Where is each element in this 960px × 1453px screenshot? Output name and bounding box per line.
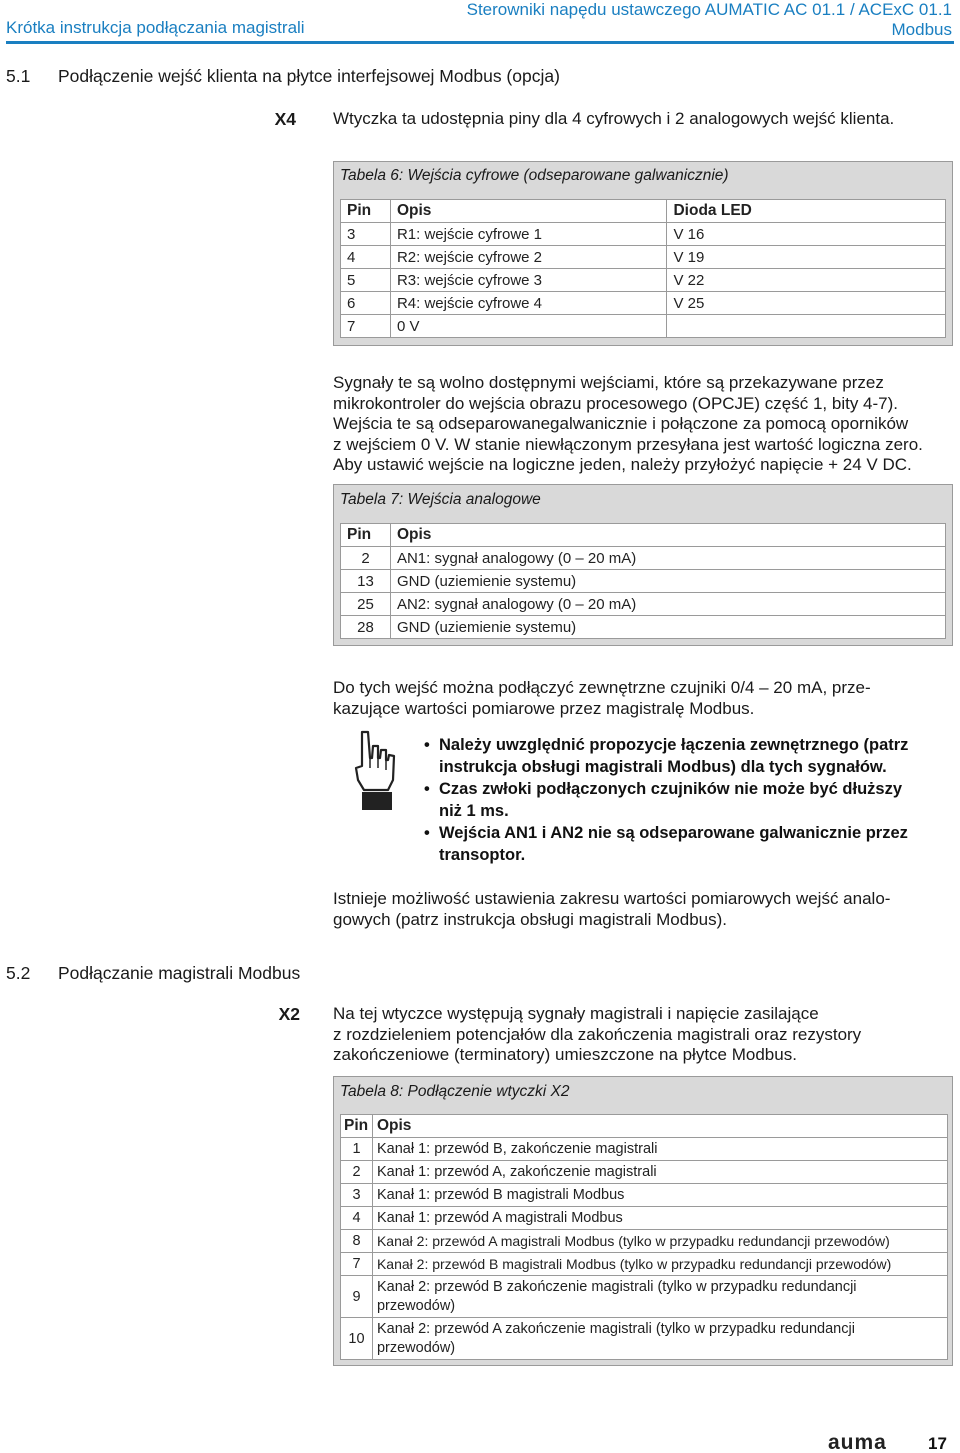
plug-x4-label: X4 [274,109,296,129]
table-7-title: Tabela 7: Wejścia analogowe [340,491,541,508]
header-pin: Pin [341,524,391,547]
paragraph-line: mikrokontroler do wejścia obrazu procesowego (OPCJE) część 1, bity 4-7). [333,393,898,413]
cell-opis: Kanał 2: przewód A magistrali Modbus (tylko w przypadku redundancji przewodów) [372,1230,947,1253]
paragraph-line: zakończeniowe (terminatory) umieszczone na płytce Modbus. [333,1045,797,1064]
table-row [341,223,946,246]
cell-opis: 0 V [390,315,667,338]
range-paragraph [333,889,890,930]
list-item [424,734,954,778]
cell-opis: Kanał 2: przewód B zakończenie magistrali (tylko w przypadku redundancji przewodów) [372,1276,947,1318]
cell-led: V 22 [667,269,946,292]
table-row [341,1138,948,1161]
table-6-box [333,161,953,346]
list-item [424,778,954,822]
header-right-line1: Sterowniki napędu ustawczego AUMATIC AC 01.1 / ACExC 01.1 [466,0,952,19]
header-pin: Pin [341,1115,373,1138]
paragraph-line: Sygnały te są wolno dostępnymi wejściami, które są przekazywane przez [333,373,884,392]
cell-opis: Kanał 2: przewód B magistrali Modbus (tylko w przypadku redundancji przewodów) [372,1253,947,1276]
table-row [341,593,946,616]
pointing-hand-icon [348,728,400,812]
table-row [341,1253,948,1276]
cell-opis: Kanał 1: przewód A magistrali Modbus [372,1207,947,1230]
note-line: transoptor. [439,846,526,864]
cell-pin: 13 [341,570,391,593]
cell-pin: 28 [341,616,391,639]
section-title: Podłączanie magistrali Modbus [58,963,301,983]
header-opis: Opis [390,524,945,547]
table-row [341,547,946,570]
table-row [341,1184,948,1207]
table-row [341,269,946,292]
table-row [341,246,946,269]
section-5-1-heading [6,66,560,87]
section-title: Podłączenie wejść klienta na płytce interfejsowej Modbus (opcja) [58,66,560,86]
table-header-row [341,524,946,547]
table-7 [340,523,946,639]
cell-opis: Kanał 1: przewód A, zakończenie magistrali [372,1161,947,1184]
cell-pin: 9 [341,1276,373,1318]
table-8-title: Tabela 8: Podłączenie wtyczki X2 [340,1083,570,1100]
paragraph-line: Istnieje możliwość ustawienia zakresu wartości pomiarowych wejść analo- [333,889,891,908]
paragraph-line: z wejściem 0 V. W stanie niewłączonym przesyłana jest wartość logiczna zero. [333,434,923,454]
table-6 [340,199,946,338]
cell-opis: R2: wejście cyfrowe 2 [390,246,667,269]
cell-pin: 4 [341,1207,373,1230]
analog-inputs-paragraph [333,678,871,719]
cell-opis: GND (uziemienie systemu) [390,616,945,639]
list-item [424,822,954,866]
paragraph-line: Do tych wejść można podłączyć zewnętrzne czujniki 0/4 – 20 mA, prze- [333,678,871,697]
header-dioda: Dioda LED [667,200,946,223]
table-row [341,292,946,315]
table-row [341,315,946,338]
header-left-title: Krótka instrukcja podłączania magistrali [6,18,305,37]
table-header-row [341,200,946,223]
cell-led [667,315,946,338]
table-6-title: Tabela 6: Wejścia cyfrowe (odseparowane galwanicznie) [340,167,729,184]
paragraph-line: Wejścia te są odseparowanegalwanicznie i połączone za pomocą oporników [333,414,909,433]
cell-pin: 10 [341,1318,373,1360]
note-line: • Należy uwzględnić propozycje łączenia zewnętrznego (patrz [439,736,909,754]
note-list [424,734,954,866]
cell-pin: 25 [341,593,391,616]
note-line: • Wejścia AN1 i AN2 nie są odseparowane galwanicznie przez [439,824,908,842]
x2-description [333,1004,861,1066]
table-7-box [333,484,953,646]
table-row [341,1318,948,1360]
cell-opis: Kanał 1: przewód B, zakończenie magistrali [372,1138,947,1161]
table-8 [340,1114,948,1360]
note-line: niż 1 ms. [439,802,509,820]
cell-opis: GND (uziemienie systemu) [390,570,945,593]
header-opis: Opis [390,200,667,223]
cell-opis: R3: wejście cyfrowe 3 [390,269,667,292]
cell-led: V 25 [667,292,946,315]
header-opis: Opis [372,1115,947,1138]
logo-text: auma [828,1433,887,1451]
cell-opis: AN1: sygnał analogowy (0 – 20 mA) [390,547,945,570]
cell-pin: 2 [341,547,391,570]
table-row [341,616,946,639]
cell-opis: Kanał 1: przewód B magistrali Modbus [372,1184,947,1207]
table-header-row [341,1115,948,1138]
header-rule [6,41,954,44]
table-row [341,1230,948,1253]
cell-pin: 3 [341,1184,373,1207]
page-number: 17 [928,1434,947,1453]
cell-pin: 4 [341,246,391,269]
cell-led: V 16 [667,223,946,246]
cell-pin: 6 [341,292,391,315]
table-row [341,1207,948,1230]
header-right-title [467,0,952,40]
table-8-box [333,1076,953,1366]
section-number: 5.2 [6,963,31,983]
paragraph-line: Na tej wtyczce występują sygnały magistrali i napięcie zasilające [333,1004,819,1023]
cell-pin: 2 [341,1161,373,1184]
cell-pin: 7 [341,315,391,338]
table-row [341,1276,948,1318]
paragraph-line: z rozdzieleniem potencjałów dla zakończenia magistrali oraz rezystory [333,1024,862,1044]
cell-pin: 7 [341,1253,373,1276]
cell-pin: 3 [341,223,391,246]
section-number: 5.1 [6,66,31,86]
auma-logo [828,1433,914,1451]
paragraph-line: gowych (patrz instrukcja obsługi magistrali Modbus). [333,909,727,929]
digital-inputs-paragraph [333,373,923,476]
cell-pin: 8 [341,1230,373,1253]
cell-pin: 5 [341,269,391,292]
x4-description: Wtyczka ta udostępnia piny dla 4 cyfrowych i 2 analogowych wejść klienta. [333,109,895,128]
cell-pin: 1 [341,1138,373,1161]
cell-opis: R4: wejście cyfrowe 4 [390,292,667,315]
cell-opis: R1: wejście cyfrowe 1 [390,223,667,246]
paragraph-line: Aby ustawić wejście na logiczne jeden, należy przyłożyć napięcie + 24 V DC. [333,455,912,474]
paragraph-line: kazujące wartości pomiarowe przez magistralę Modbus. [333,698,755,718]
cell-opis: AN2: sygnał analogowy (0 – 20 mA) [390,593,945,616]
header-right-line2: Modbus [891,20,952,39]
cell-led: V 19 [667,246,946,269]
cell-opis: Kanał 2: przewód A zakończenie magistrali (tylko w przypadku redundancji przewodów) [372,1318,947,1360]
section-5-2-heading [6,963,300,984]
plug-x2-label: X2 [278,1004,300,1024]
header-pin: Pin [341,200,391,223]
table-row [341,1161,948,1184]
note-line: instrukcja obsługi magistrali Modbus) dla tych sygnałów. [439,758,887,776]
note-line: • Czas zwłoki podłączonych czujników nie może być dłuższy [439,780,903,798]
table-row [341,570,946,593]
